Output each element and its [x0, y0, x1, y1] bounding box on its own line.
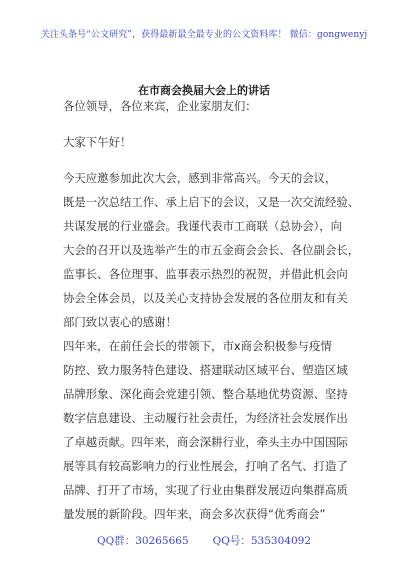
paragraph-line: 了卓越贡献。四年来，商会深耕行业，牵头主办中国国际 [63, 435, 348, 449]
paragraph-line: 量发展的新阶段。四年来，商会多次获得“优秀商会” [63, 507, 326, 521]
paragraph-line: 协会全体会员，以及关心支持协会发展的各位朋友和有关 [63, 291, 348, 305]
document-title: 在市商会换届大会上的讲话 [138, 84, 270, 97]
intro-paragraph [63, 166, 360, 334]
salutation-paragraph [63, 94, 348, 118]
paragraph-line: 品牌形象、深化商会党建引领、整合基地优势资源、坚持 [63, 387, 348, 401]
greeting-paragraph [63, 130, 348, 154]
paragraph-line: 防控、致力服务特色建设、搭建联动区域平台、塑造区域 [63, 363, 348, 377]
body-paragraph [63, 334, 348, 526]
qq-group-label: QQ群：30265665 [96, 535, 189, 547]
paragraph-line: 品牌、打开了市场，实现了行业由集群发展迈向集群高质 [63, 483, 348, 497]
qq-number-label: QQ号：535304092 [212, 535, 311, 547]
greeting-line: 大家下午好！ [63, 135, 132, 149]
paragraph-line: 监事长、各位理事、监事表示热烈的祝贺，并借此机会向 [63, 267, 348, 281]
paragraph-line: 大会的召开以及选举产生的市五金商会会长、各位副会长， [63, 243, 360, 257]
header-banner: 关注头条号“公文研究”，获得最新最全最专业的公文资料库！ 微信：gongwenyj [40, 30, 368, 40]
footer [0, 533, 408, 548]
paragraph-line: 部门致以衷心的感谢！ [63, 315, 177, 329]
paragraph-line: 共谋发展的行业盛会。我谨代表市工商联（总协会），向 [63, 219, 343, 233]
paragraph-line: 数字信息建设、主动履行社会责任，为经济社会发展作出 [63, 411, 348, 425]
salutation-line: 各位领导，各位来宾，企业家朋友们： [63, 99, 257, 113]
paragraph-line: 既是一次总结工作、承上启下的会议，又是一次交流经验、 [63, 195, 360, 209]
paragraph-line: 四年来，在前任会长的带领下，市x商会积极参与疫情 [63, 339, 332, 353]
paragraph-line: 今天应邀参加此次大会，感到非常高兴。今天的会议， [63, 171, 337, 185]
paragraph-line: 展等具有较高影响力的行业性展会，打响了名气、打造了 [63, 459, 348, 473]
